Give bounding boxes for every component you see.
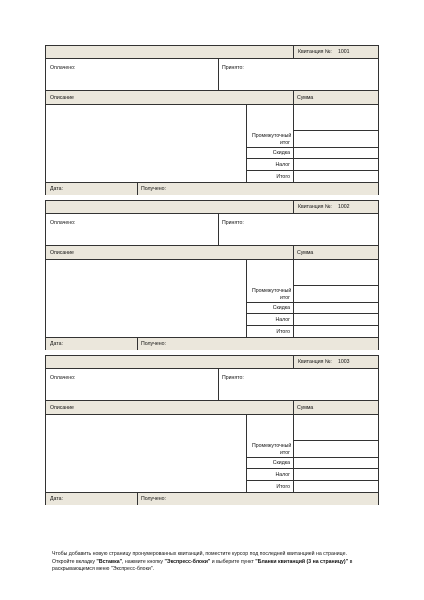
paid-label: Оплачено:	[50, 375, 76, 381]
date-label: Дата:	[50, 186, 63, 192]
description-header	[46, 91, 378, 105]
discount-label: Скидка	[272, 150, 290, 156]
received-label: Принято:	[222, 375, 244, 381]
receipt-number[interactable]: 1001	[338, 49, 350, 55]
tax-label: Налог	[275, 472, 290, 478]
receipt-number-label: Квитанция №:	[298, 204, 332, 210]
subtotal-label: Промежуточный итог	[252, 288, 292, 301]
discount-label: Скидка	[272, 305, 290, 311]
subtotal-label: Промежуточный итог	[252, 443, 292, 456]
line-items-area[interactable]	[46, 260, 378, 338]
line-items-area[interactable]	[46, 415, 378, 493]
total-label: Итого	[276, 484, 290, 490]
receipt-header-bar	[46, 356, 378, 369]
note-part-1: Чтобы добавить новую страницу пронумерованных квитанций, поместите курсор под последней квитанцией на странице. Откройте вкладку	[52, 551, 347, 565]
received-by-label: Получено:	[141, 341, 166, 347]
note-part-4: в раскрывающемся меню "Экспресс-блоки".	[52, 558, 353, 572]
paid-label: Оплачено:	[50, 65, 76, 71]
date-label: Дата:	[50, 496, 63, 502]
total-label: Итого	[276, 174, 290, 180]
tax-label: Налог	[275, 162, 290, 168]
instruction-note	[52, 551, 362, 574]
paid-received-row	[46, 369, 378, 401]
note-quick-parts: "Экспресс-блоки"	[164, 558, 211, 565]
receipt-number[interactable]: 1002	[338, 204, 350, 210]
amount-label: Сумма	[297, 95, 314, 101]
description-header	[46, 246, 378, 260]
receipt-number-label: Квитанция №:	[298, 49, 332, 55]
received-by-label: Получено:	[141, 186, 166, 192]
footer-row	[46, 338, 378, 350]
discount-label: Скидка	[272, 460, 290, 466]
line-items-area[interactable]	[46, 105, 378, 183]
note-part-2: , нажмите кнопку	[122, 558, 165, 565]
receipt-1001	[45, 45, 379, 195]
receipt-1002	[45, 200, 379, 350]
received-by-label: Получено:	[141, 496, 166, 502]
receipt-header-bar	[46, 201, 378, 214]
note-insert-tab: "Вставка"	[96, 558, 123, 565]
paid-received-row	[46, 214, 378, 246]
receipt-number[interactable]: 1003	[338, 359, 350, 365]
amount-label: Сумма	[297, 405, 314, 411]
amount-label: Сумма	[297, 250, 314, 256]
description-label: Описание	[50, 250, 74, 256]
date-label: Дата:	[50, 341, 63, 347]
paid-label: Оплачено:	[50, 220, 76, 226]
description-header	[46, 401, 378, 415]
receipt-header-bar	[46, 46, 378, 59]
note-part-3: и выберите пункт	[210, 558, 256, 565]
receipt-1003	[45, 355, 379, 505]
received-label: Принято:	[222, 65, 244, 71]
received-label: Принято:	[222, 220, 244, 226]
note-receipt-forms: "Бланки квитанций (3 на страницу)"	[255, 558, 349, 565]
tax-label: Налог	[275, 317, 290, 323]
paid-received-row	[46, 59, 378, 91]
subtotal-label: Промежуточный итог	[252, 133, 292, 146]
total-label: Итого	[276, 329, 290, 335]
description-label: Описание	[50, 405, 74, 411]
description-label: Описание	[50, 95, 74, 101]
footer-row	[46, 183, 378, 195]
receipt-number-label: Квитанция №:	[298, 359, 332, 365]
footer-row	[46, 493, 378, 505]
